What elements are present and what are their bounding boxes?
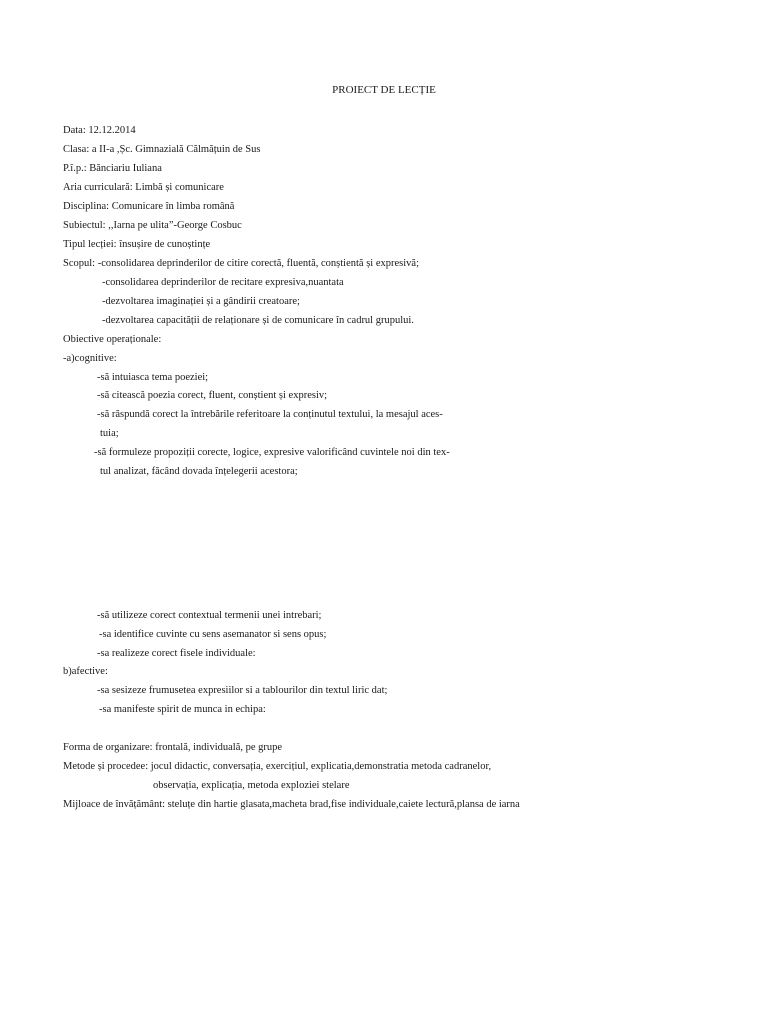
objective-item: -să citească poezia corect, fluent, conștient și expresiv; (97, 390, 328, 401)
discipline-line: Disciplina: Comunicare în limba română (63, 201, 235, 212)
scope-item: -consolidarea deprinderilor de recitare expresiva,nuantata (102, 277, 344, 288)
scope-item: -dezvoltarea capacității de relaționare și de comunicare în cadrul grupului. (102, 315, 414, 326)
objective-item-cont: tuia; (100, 428, 119, 439)
objective-item: -să utilizeze corect contextual termenii unei intrebari; (97, 610, 322, 621)
methods-line: Metode și procedee: jocul didactic, conversația, exercițiul, explicatia,demonstratia metoda cadranelor, (63, 761, 492, 772)
methods-line-cont: observația, explicația, metoda exploziei stelare (153, 780, 350, 791)
affective-item: -sa manifeste spirit de munca in echipa: (99, 704, 266, 715)
objective-item: -să intuiasca tema poeziei; (97, 372, 209, 383)
objectives-heading: Obiective operaționale: (63, 334, 162, 345)
objective-item: -sa identifice cuvinte cu sens asemanator si sens opus; (99, 629, 327, 640)
objective-item: -să formuleze propoziții corecte, logice, expresive valorificând cuvintele noi din tex- (94, 447, 450, 458)
scope-line: Scopul: -consolidarea deprinderilor de citire corectă, fluentă, conștientă și expresivă; (63, 258, 419, 269)
scope-item: -dezvoltarea imaginației și a gândirii creatoare; (102, 296, 300, 307)
subject-line: Subiectul: ,,Iarna pe ulita”-George Cosbuc (63, 220, 242, 231)
objective-item: -sa realizeze corect fisele individuale: (97, 648, 256, 659)
objective-item-cont: tul analizat, făcând dovada înțelegerii acestora; (100, 466, 298, 477)
lesson-type-line: Tipul lecției: însușire de cunoștințe (63, 239, 211, 250)
curricular-area-line: Aria curriculară: Limbă și comunicare (63, 182, 224, 193)
objective-item: -să răspundă corect la întrebările referitoare la conținutul textului, la mesajul aces- (97, 409, 443, 420)
date-line: Data: 12.12.2014 (63, 125, 136, 136)
affective-heading: b)afective: (63, 666, 108, 677)
class-line: Clasa: a II-a ,Șc. Gimnazială Călmățuin de Sus (63, 144, 261, 155)
teacher-line: P.î.p.: Bănciariu Iuliana (63, 163, 162, 174)
page-title: PROIECT DE LECȚIE (332, 84, 436, 96)
affective-item: -sa sesizeze frumusetea expresiilor si a tablourilor din textul liric dat; (97, 685, 388, 696)
organization-line: Forma de organizare: frontală, individuală, pe grupe (63, 742, 283, 753)
means-line: Mijloace de învățământ: steluțe din hartie glasata,macheta brad,fise individuale,caiete lectură,plansa de iarna (63, 799, 520, 810)
cognitive-heading: -a)cognitive: (63, 353, 117, 364)
